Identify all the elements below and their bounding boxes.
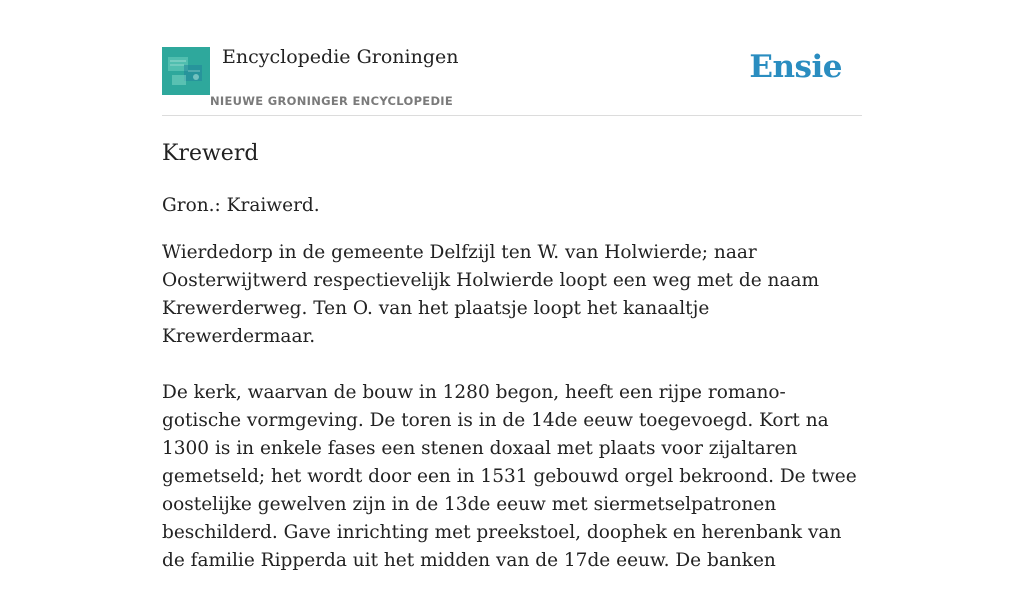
site-subtitle: NIEUWE GRONINGER ENCYCLOPEDIE	[210, 94, 454, 108]
site-header	[162, 0, 862, 116]
content-container	[162, 0, 862, 571]
encyclopedie-groningen-logo-icon[interactable]	[162, 47, 210, 95]
article-paragraph-location: Wierdedorp in de gemeente Delfzijl ten W. van Holwierde; naar Oosterwijtwerd respectievelijk Holwierde loopt een weg met de naam Krewerderweg. Ten O. van het plaatsje loopt het kanaaltje Krewerdermaar.	[162, 242, 820, 347]
article-paragraph-church: De kerk, waarvan de bouw in 1280 begon, heeft een rijpe romano-gotische vormgeving. De toren is in de 14de eeuw toegevoegd. Kort na 1300 is in enkele fases een stenen doxaal met plaats voor zijaltaren gemetseld; het wordt door een in 1531 gebouwd orgel bekroond. De twee oostelijke gewelven zijn in de 13de eeuw met siermetselpatronen beschilderd. Gave inrichting met preekstoel, doophek en herenbank van de familie Ripperda uit het midden van de 17de eeuw. De banken	[162, 382, 857, 571]
article-title: Krewerd	[162, 141, 259, 166]
site-title-link[interactable]: Encyclopedie Groningen	[222, 46, 459, 68]
logo-graphic	[162, 47, 210, 95]
article-paragraph-dialect: Gron.: Kraiwerd.	[162, 195, 320, 216]
ensie-brand-link[interactable]: Ensie	[749, 49, 842, 85]
article-body	[162, 192, 862, 594]
